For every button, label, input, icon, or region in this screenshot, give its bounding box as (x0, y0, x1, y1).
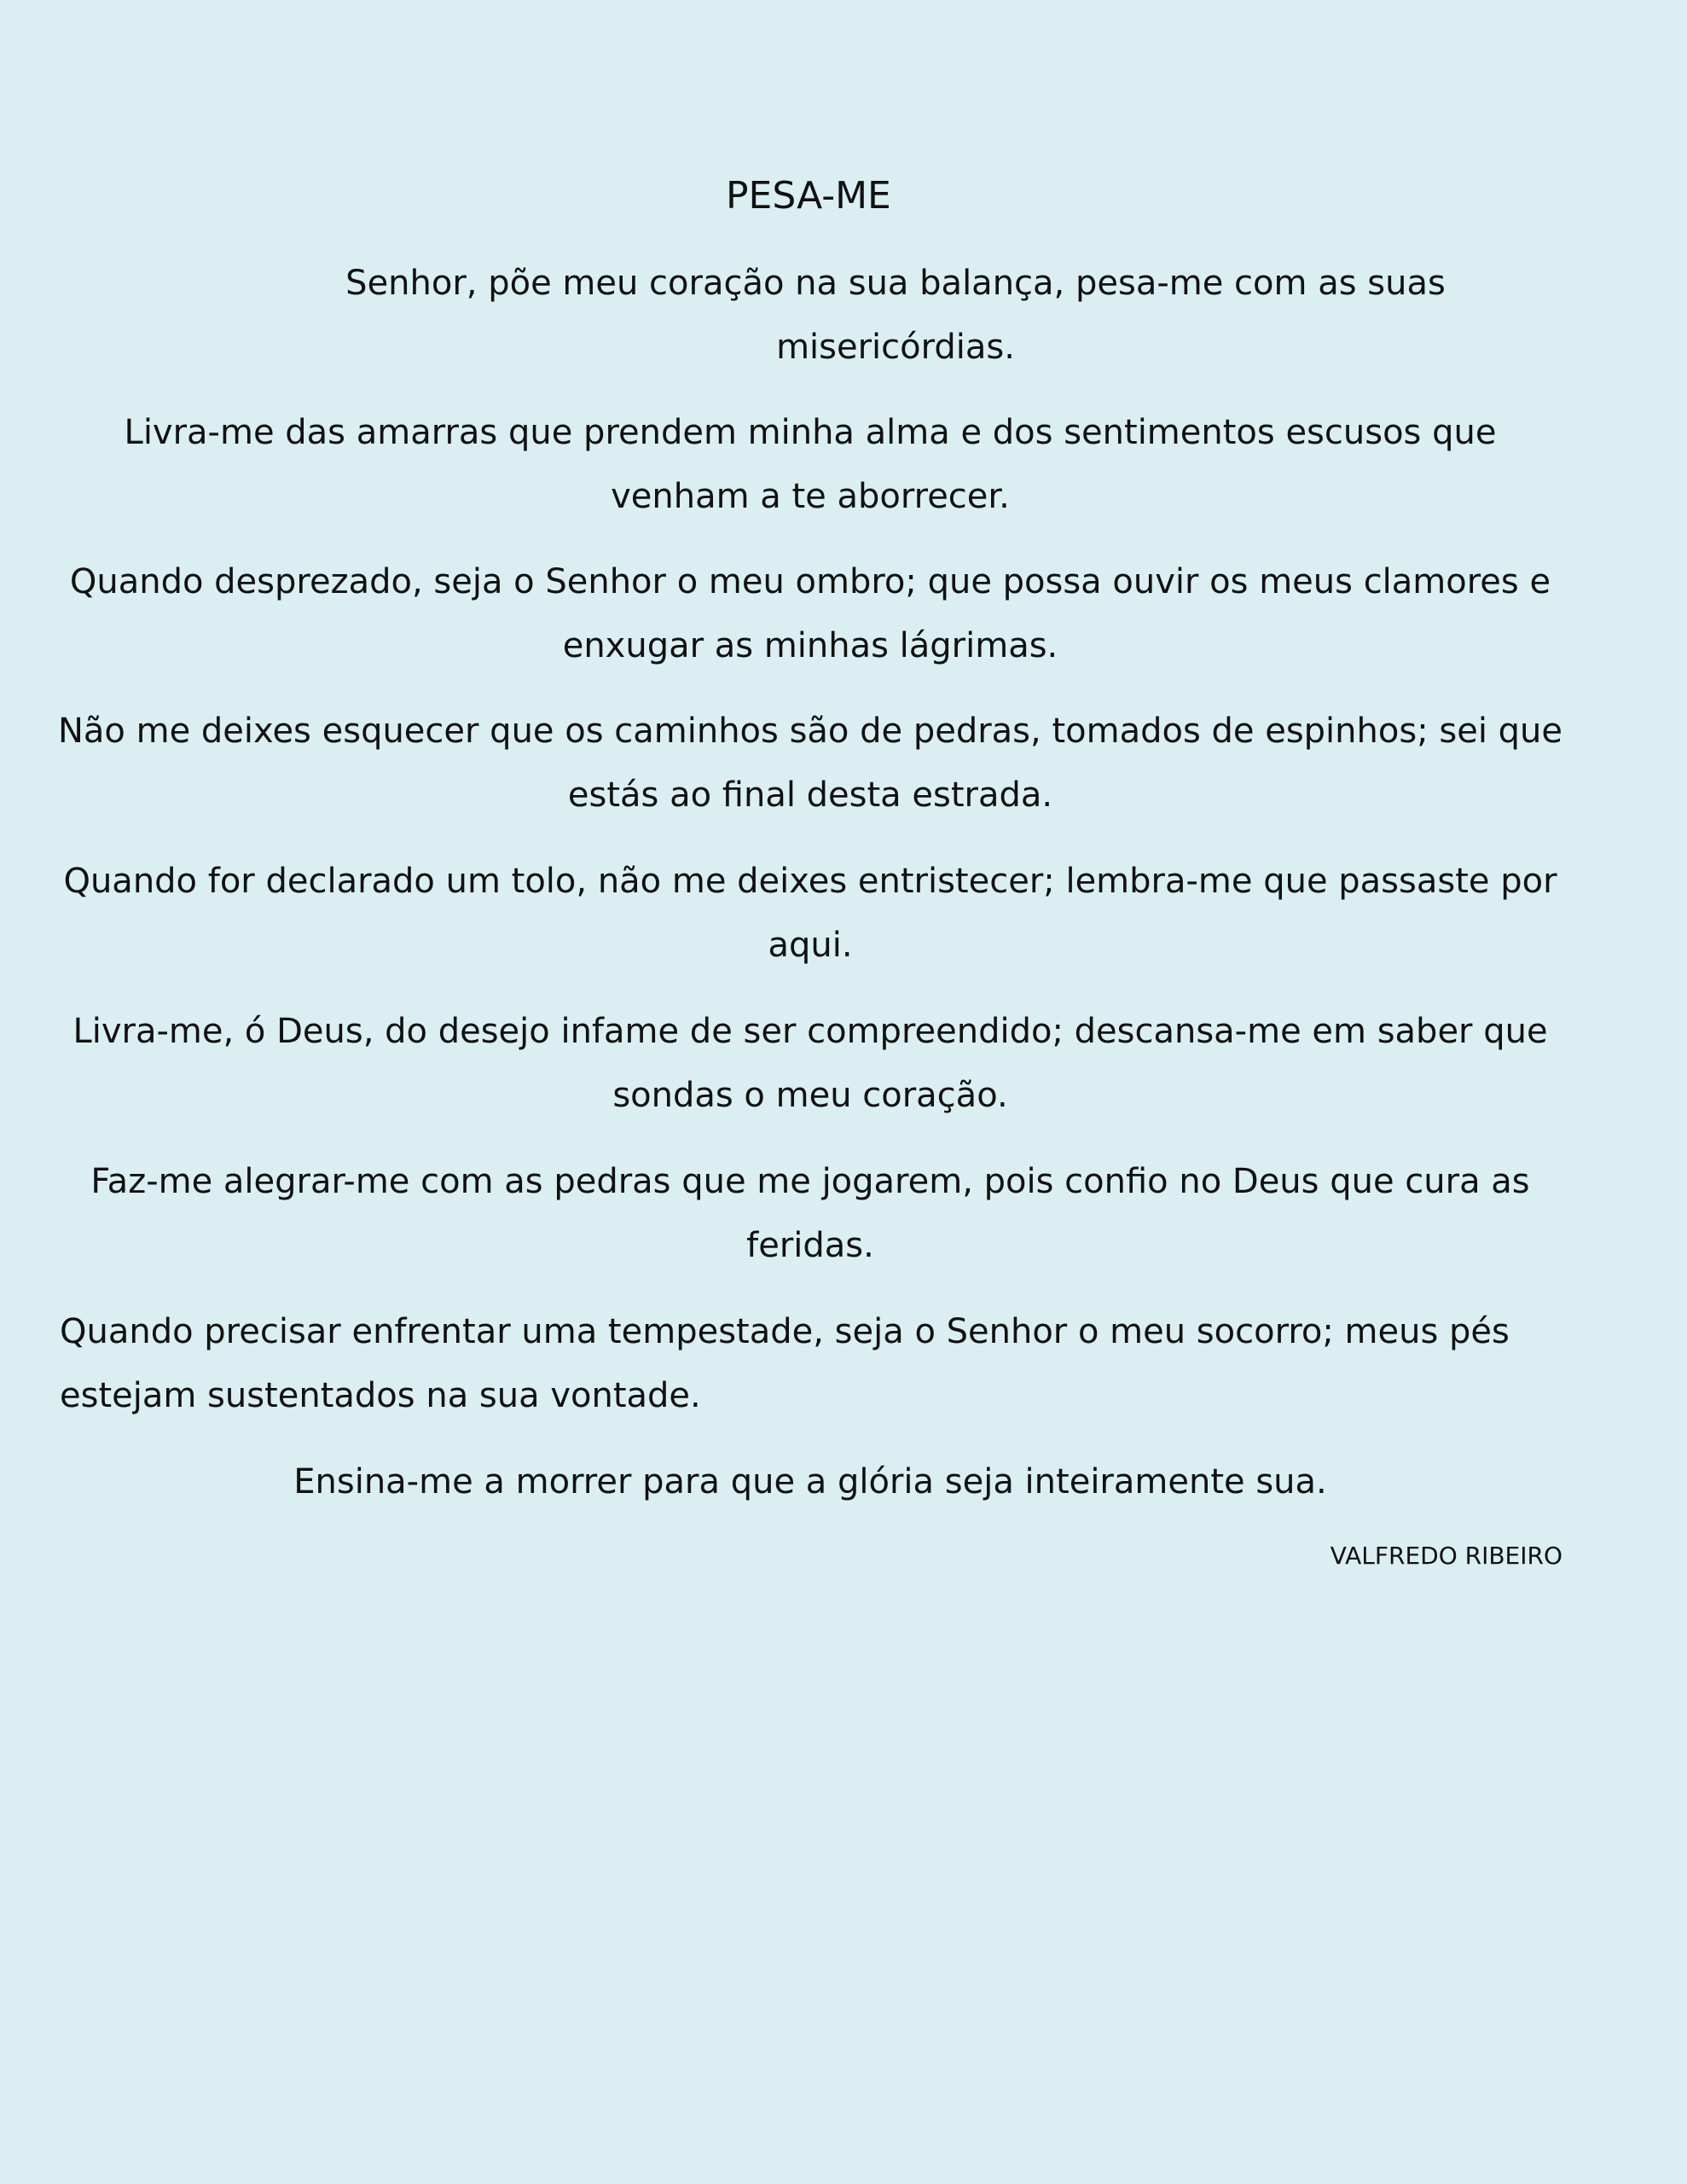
poem-paragraph: Quando precisar enfrentar uma tempestade, seja o Senhor o meu socorro; meus pés estejam sustentados na sua vontade. (60, 1312, 1510, 1415)
author-signature: VALFREDO RIBEIRO (1330, 1542, 1562, 1570)
poem-paragraph: Livra-me das amarras que prendem minha alma e dos sentimentos escusos que venham a te aborrecer. (124, 413, 1497, 516)
poem-paragraph: Ensina-me a morrer para que a glória seja inteiramente sua. (293, 1462, 1327, 1502)
poem-paragraph: Faz-me alegrar-me com as pedras que me jogarem, pois confio no Deus que cura as feridas. (90, 1162, 1530, 1265)
poem-paragraph: Quando desprezado, seja o Senhor o meu ombro; que possa ouvir os meus clamores e enxugar as minhas lágrimas. (69, 562, 1551, 665)
poem-title: PESA-ME (726, 174, 891, 218)
poem-paragraph: Não me deixes esquecer que os caminhos são de pedras, tomados de espinhos; sei que estás ao final desta estrada. (57, 712, 1563, 815)
poem-paragraph: Senhor, põe meu coração na sua balança, pesa-me com as suas misericórdias. (345, 264, 1446, 367)
poem-paragraph: Livra-me, ó Deus, do desejo infame de ser compreendido; descansa-me em saber que sondas o meu coração. (72, 1012, 1548, 1115)
poem-paragraph: Quando for declarado um tolo, não me deixes entristecer; lembra-me que passaste por aqui. (63, 862, 1557, 965)
